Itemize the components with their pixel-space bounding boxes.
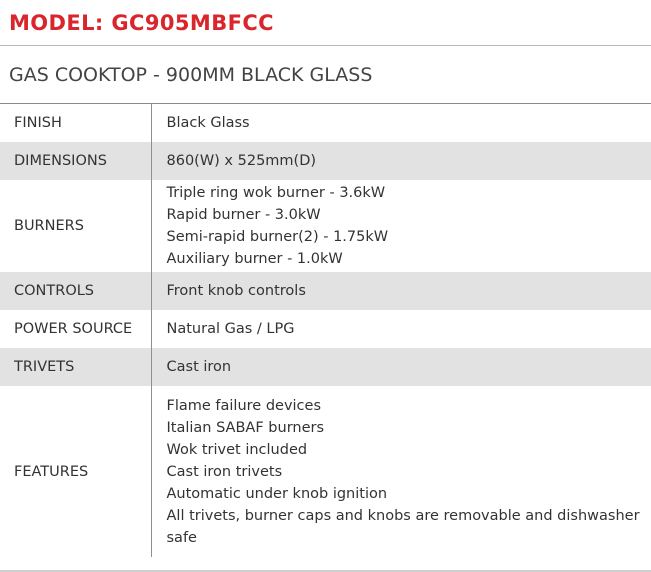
spec-table	[0, 104, 651, 557]
spec-label: BURNERS	[0, 180, 151, 272]
spec-label: CONTROLS	[0, 272, 151, 310]
spec-value-line: Natural Gas / LPG	[166, 321, 295, 337]
spec-value	[151, 104, 651, 142]
spec-row-features	[0, 386, 651, 557]
spec-value	[151, 180, 651, 272]
spec-value-line: Flame failure devices	[166, 397, 322, 414]
spec-value	[151, 142, 651, 180]
spec-value	[151, 348, 651, 386]
product-title: GAS COOKTOP - 900MM BLACK GLASS	[9, 64, 373, 86]
model-header	[0, 0, 651, 46]
spec-row-power-source	[0, 310, 651, 348]
spec-value-line: Wok trivet included	[166, 441, 308, 458]
spec-row-finish	[0, 104, 651, 142]
spec-label: POWER SOURCE	[0, 310, 151, 348]
spec-value-line: Cast iron trivets	[166, 463, 283, 480]
spec-value-line: Cast iron	[166, 359, 232, 375]
spec-value-line: 860(W) x 525mm(D)	[166, 153, 317, 169]
spec-value	[151, 272, 651, 310]
spec-row-controls	[0, 272, 651, 310]
spec-value-line: Triple ring wok burner - 3.6kW	[166, 185, 386, 201]
spec-value-line: Rapid burner - 3.0kW	[166, 207, 321, 223]
spec-value-line: Auxiliary burner - 1.0kW	[166, 251, 343, 267]
spec-value-line: All trivets, burner caps and knobs are removable and dishwasher safe	[166, 507, 640, 546]
spec-value-line: Front knob controls	[166, 283, 306, 299]
spec-label: FEATURES	[0, 386, 151, 557]
spec-label: DIMENSIONS	[0, 142, 151, 180]
model-title: MODEL: GC905MBFCC	[9, 11, 274, 35]
spec-row-trivets	[0, 348, 651, 386]
spec-row-burners	[0, 180, 651, 272]
spec-value-line: Black Glass	[166, 115, 250, 131]
spec-row-dimensions	[0, 142, 651, 180]
spec-value	[151, 310, 651, 348]
spec-value-line: Automatic under knob ignition	[166, 485, 388, 502]
spec-label: TRIVETS	[0, 348, 151, 386]
spec-value-line: Semi-rapid burner(2) - 1.75kW	[166, 229, 389, 245]
spec-value-line: Italian SABAF burners	[166, 419, 325, 436]
spec-value	[151, 386, 651, 557]
spec-label: FINISH	[0, 104, 151, 142]
